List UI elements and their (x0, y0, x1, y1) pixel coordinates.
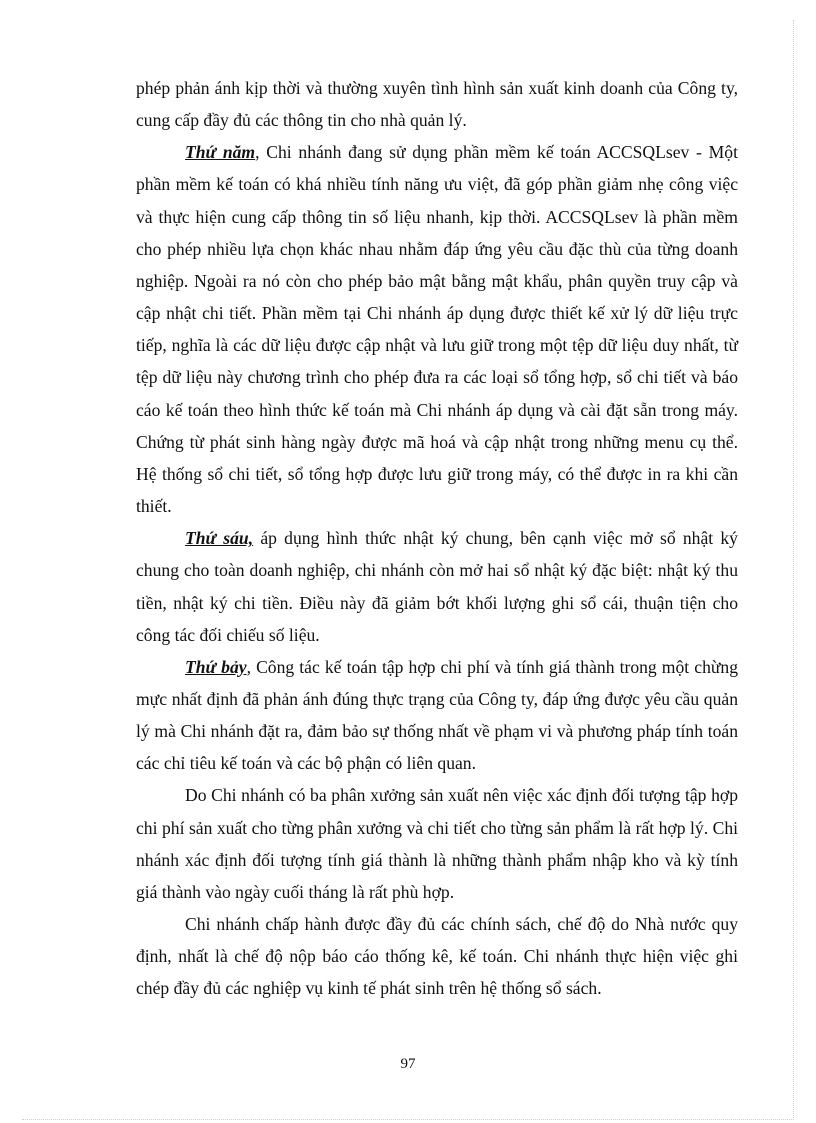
paragraph-chinh-sach (136, 908, 738, 1004)
paragraph-thu-bay (136, 651, 738, 780)
paragraph-text: phép phản ánh kịp thời và thường xuyên tình hình sản xuất kinh doanh của Công ty, cung cấp đầy đủ các thông tin cho nhà quản lý. (136, 78, 738, 131)
document-body (136, 72, 738, 1005)
paragraph-text: , Chi nhánh đang sử dụng phần mềm kế toán ACCSQLsev - Một phần mềm kế toán có khá nhiều tính năng ưu việt, đã góp phần giảm nhẹ công việc và thực hiện cung cấp thông tin số liệu nhanh, kịp thời. ACCSQLsev là phần mềm cho phép nhiều lựa chọn khác nhau nhằm đáp ứng yêu cầu đặc thù của từng doanh nghiệp. Ngoài ra nó còn cho phép bảo mật bằng mật khẩu, phân quyền truy cập và cập nhật chi tiết. Phần mềm tại Chi nhánh áp dụng được thiết kế xử lý dữ liệu trực tiếp, nghĩa là các dữ liệu được cập nhật và lưu giữ trong một tệp dữ liệu duy nhất, từ tệp dữ liệu này chương trình cho phép đưa ra các loại sổ tổng hợp, sổ chi tiết và báo cáo kế toán theo hình thức kế toán mà Chi nhánh áp dụng và cài đặt sẵn trong máy. Chứng từ phát sinh hàng ngày được mã hoá và cập nhật trong những menu cụ thể. Hệ thống sổ chi tiết, sổ tổng hợp được lưu giữ trong máy, có thể được in ra khi cần thiết. (136, 142, 738, 517)
paragraph-lead-heading: Thứ sáu, (185, 528, 254, 549)
paragraph-lead-heading: Thứ bảy (185, 656, 247, 677)
paragraph-thu-nam (136, 136, 738, 522)
paragraph-thu-sau (136, 522, 738, 651)
paragraph-text: Do Chi nhánh có ba phân xưởng sản xuất nên việc xác định đối tượng tập hợp chi phí sản xuất cho từng phân xưởng và chi tiết cho từng sản phẩm là rất hợp lý. Chi nhánh xác định đối tượng tính giá thành là những thành phẩm nhập kho và kỳ tính giá thành vào ngày cuối tháng là rất phù hợp. (136, 785, 738, 902)
paragraph-phan-xuong (136, 779, 738, 908)
paragraph-lead-heading: Thứ năm (185, 142, 256, 163)
paragraph-text: , Công tác kế toán tập hợp chi phí và tính giá thành trong một chừng mực nhất định đã phản ánh đúng thực trạng của Công ty, đáp ứng được yêu cầu quản lý mà Chi nhánh đặt ra, đảm bảo sự thống nhất về phạm vi và phương pháp tính toán các chỉ tiêu kế toán và các bộ phận có liên quan. (136, 656, 739, 774)
paragraph-text: Chi nhánh chấp hành được đầy đủ các chính sách, chế độ do Nhà nước quy định, nhất là chế độ nộp báo cáo thống kê, kế toán. Chi nhánh thực hiện việc ghi chép đầy đủ các nghiệp vụ kinh tế phát sinh trên hệ thống sổ sách. (136, 914, 738, 999)
paragraph-text: áp dụng hình thức nhật ký chung, bên cạnh việc mở sổ nhật ký chung cho toàn doanh nghiệp, chi nhánh còn mở hai sổ nhật ký đặc biệt: nhật ký thu tiền, nhật ký chi tiền. Điều này đã giảm bớt khối lượng ghi sổ cái, thuận tiện cho công tác đối chiếu số liệu. (136, 528, 738, 645)
page-number: 97 (400, 1056, 416, 1072)
paragraph-continuation (136, 72, 738, 136)
